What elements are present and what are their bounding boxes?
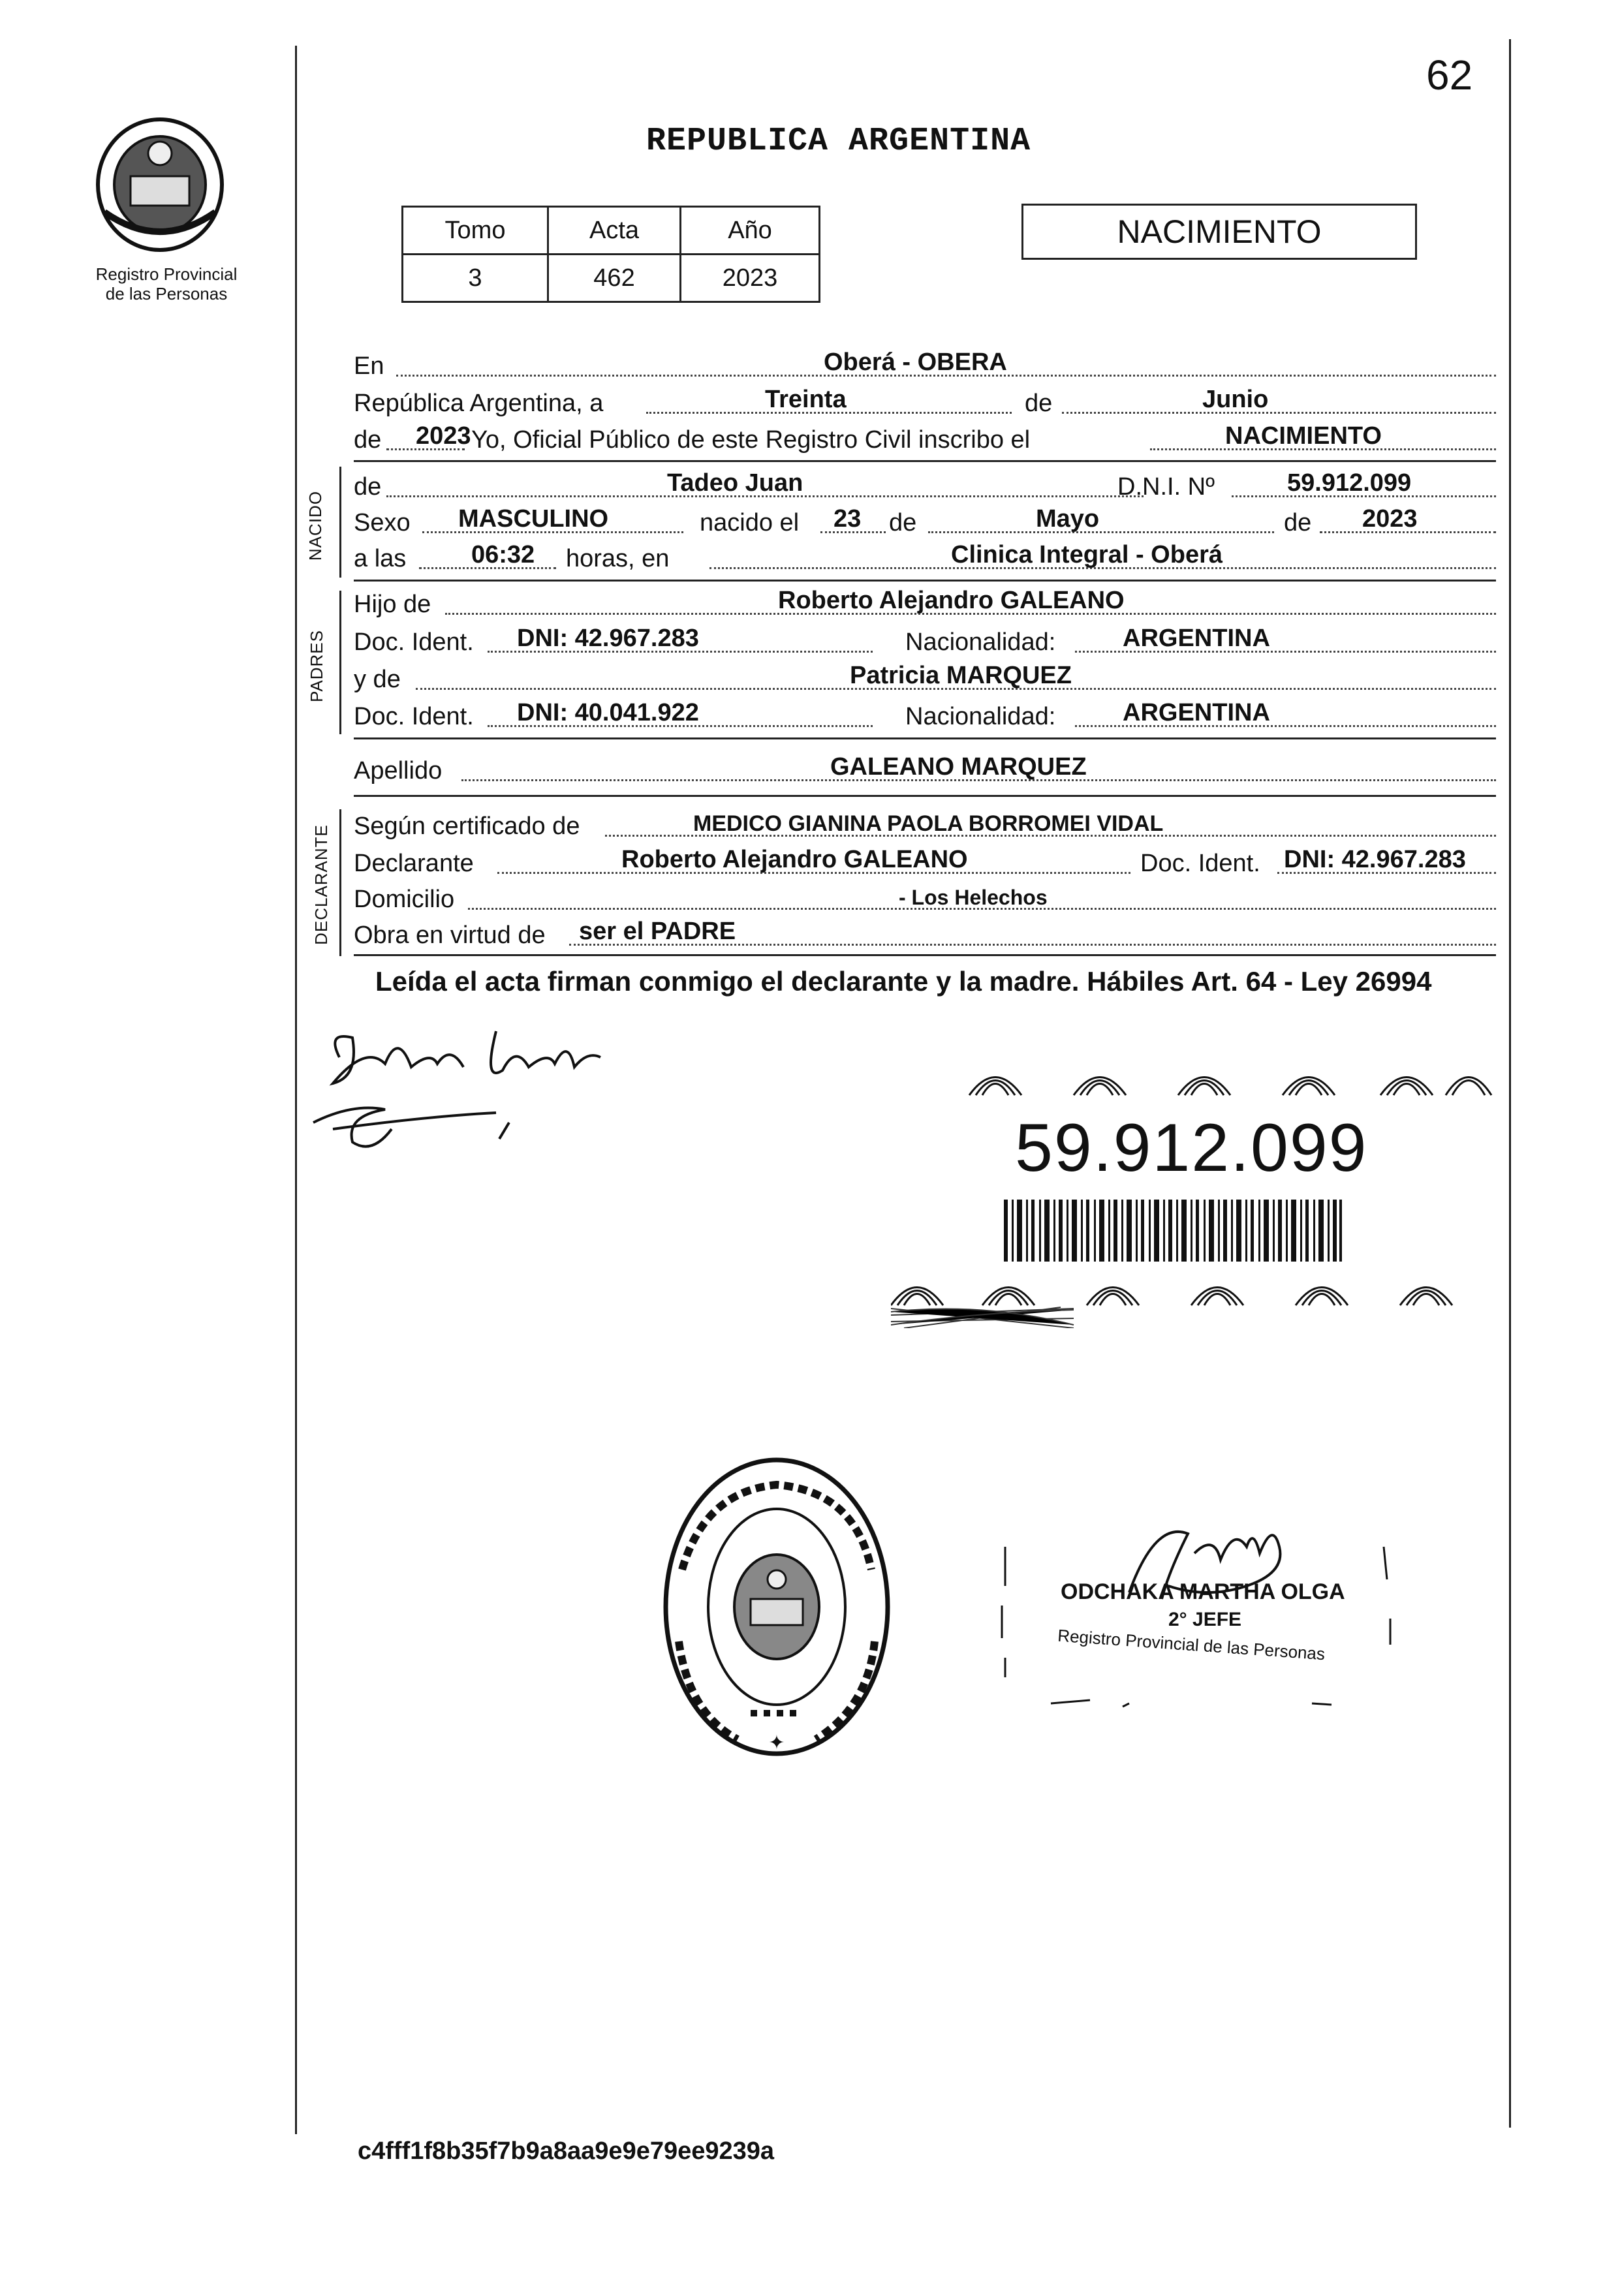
act-type-box: NACIMIENTO [1021, 204, 1417, 260]
child-dni-value: 59.912.099 [1287, 469, 1412, 497]
row-mother: y de Patricia MARQUEZ [354, 662, 1496, 696]
child-name-value: Tadeo Juan [667, 469, 803, 497]
birth-place-value: Clinica Integral - Oberá [951, 541, 1223, 568]
id-number-label: 59.912.099 [1015, 1110, 1368, 1186]
legal-text: Leída el acta firman conmigo el declarante y la madre. Hábiles Art. 64 - Ley 26994 [375, 966, 1432, 997]
act-value: NACIMIENTO [1225, 422, 1382, 450]
mother-name-value: Patricia MARQUEZ [850, 662, 1072, 689]
birth-day-value: 23 [833, 505, 862, 533]
day-value: Treinta [765, 386, 847, 413]
year-value: 2023 [416, 422, 471, 450]
father-name-value: Roberto Alejandro GALEANO [778, 587, 1125, 614]
barcode [1004, 1200, 1343, 1262]
father-doc-value: DNI: 42.967.283 [517, 625, 699, 652]
tomo-header: Tomo [403, 207, 548, 255]
row-father-doc: Doc. Ident. DNI: 42.967.283 Nacionalidad: ARGENTINA [354, 625, 1496, 659]
official-role: 2° JEFE [1168, 1609, 1242, 1630]
security-pattern-bottom [891, 1256, 1495, 1328]
document-title: REPUBLICA ARGENTINA [646, 123, 1031, 160]
row-declarant: Declarante Roberto Alejandro GALEANO Doc. Ident. DNI: 42.967.283 [354, 846, 1496, 880]
row-place: En Oberá - OBERA [354, 349, 1496, 383]
father-nat-value: ARGENTINA [1123, 625, 1270, 652]
surname-value: GALEANO MARQUEZ [830, 753, 1087, 781]
book-reference-table [401, 206, 820, 303]
official-signature-block [999, 1508, 1403, 1723]
place-value: Oberá - OBERA [824, 349, 1007, 376]
acta-value: 462 [548, 255, 681, 302]
domicile-value: - Los Helechos [899, 886, 1048, 909]
row-year: de 2023 Yo, Oficial Público de este Registro Civil inscribo el NACIMIENTO [354, 423, 1496, 457]
province-logo [85, 114, 235, 255]
mother-nat-value: ARGENTINA [1123, 699, 1270, 726]
row-child-name: de Tadeo Juan D.N.I. Nº 59.912.099 [354, 470, 1496, 504]
row-surname: Apellido GALEANO MARQUEZ [354, 754, 1496, 788]
section-label-nacido: NACIDO [305, 490, 326, 561]
mother-doc-value: DNI: 40.041.922 [517, 699, 699, 726]
security-pattern-top [891, 1056, 1495, 1098]
birth-time-value: 06:32 [471, 541, 535, 568]
registry-caption: Registro Provincial de las Personas [95, 264, 238, 303]
official-name: ODCHAKA MARTHA OLGA [1061, 1579, 1345, 1604]
row-father: Hijo de Roberto Alejandro GALEANO [354, 587, 1496, 621]
month-value: Junio [1202, 386, 1269, 413]
row-certificate: Según certificado de MEDICO GIANINA PAOLA BORROMEI VIDAL [354, 809, 1496, 843]
official-seal [659, 1452, 894, 1762]
tomo-value: 3 [403, 255, 548, 302]
reason-value: ser el PADRE [579, 918, 736, 945]
row-time-place: a las 06:32 horas, en Clinica Integral - Oberá [354, 542, 1496, 576]
left-margin-line [295, 46, 297, 2134]
official-org: Registro Provincial de las Personas [1057, 1625, 1326, 1664]
declarant-value: Roberto Alejandro GALEANO [621, 846, 968, 873]
document-hash: c4fff1f8b35f7b9a8aa9e9e79ee9239a [358, 2137, 775, 2165]
anio-value: 2023 [681, 255, 820, 302]
row-mother-doc: Doc. Ident. DNI: 40.041.922 Nacionalidad: ARGENTINA [354, 700, 1496, 734]
declarant-doc-value: DNI: 42.967.283 [1284, 846, 1466, 873]
row-reason: Obra en virtud de ser el PADRE [354, 918, 1496, 952]
section-label-padres: PADRES [307, 630, 326, 702]
svg-text:✦: ✦ [768, 1731, 785, 1754]
certificate-value: MEDICO GIANINA PAOLA BORROMEI VIDAL [693, 811, 1164, 836]
row-sex-birth: Sexo MASCULINO nacido el 23 de Mayo de 2023 [354, 506, 1496, 540]
birth-year-value: 2023 [1362, 505, 1418, 533]
anio-header: Año [681, 207, 820, 255]
row-date: República Argentina, a Treinta de Junio [354, 386, 1496, 420]
row-domicile: Domicilio - Los Helechos [354, 882, 1496, 916]
right-margin-line [1509, 39, 1511, 2128]
sex-value: MASCULINO [458, 505, 609, 533]
birth-month-value: Mayo [1036, 505, 1100, 533]
page-number: 62 [1426, 52, 1473, 99]
section-label-declarante: DECLARANTE [311, 824, 331, 945]
declarant-signature [300, 1005, 640, 1175]
acta-header: Acta [548, 207, 681, 255]
